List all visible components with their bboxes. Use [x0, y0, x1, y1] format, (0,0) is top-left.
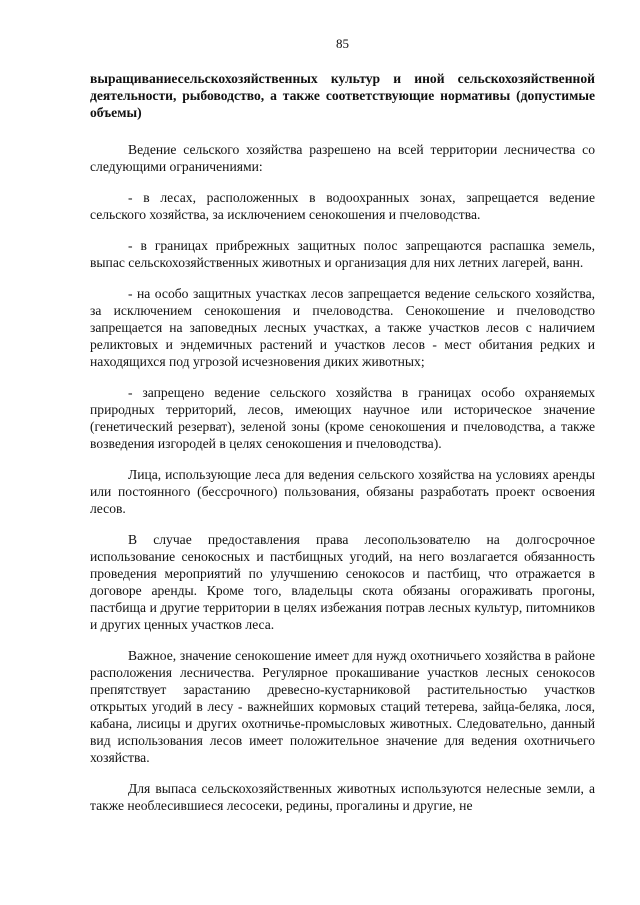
paragraph-grazing: Для выпаса сельскохозяйственных животных используются нелесные земли, а также необлесившиеся лесосеки, редины, прогалины и другие, не: [90, 781, 595, 813]
page-number: 85: [336, 36, 349, 51]
paragraph-protected-territories: - запрещено ведение сельского хозяйства в границах особо охраняемых природных территорий, лесов, имеющих научное или историческое значение (генетический резерват), зеленой зоны (кроме сенокошения и пчеловодства, а также возведения изгородей в целях сенокошения и пчеловодства).: [90, 385, 595, 451]
paragraph-coastal-strips: - в границах прибрежных защитных полос запрещаются распашка земель, выпас сельскохозяйственных животных и организация для них летних лагерей, ванн.: [90, 238, 595, 270]
section-heading: выращиваниесельскохозяйственных культур и иной сельскохозяйственной деятельности, рыбоводство, а также соответствующие нормативы (допустимые объемы): [90, 71, 595, 120]
paragraph-water-protection-zones: - в лесах, расположенных в водоохранных зонах, запрещается ведение сельского хозяйства, за исключением сенокошения и пчеловодства.: [90, 190, 595, 222]
paragraph-intro: Ведение сельского хозяйства разрешено на всей территории лесничества со следующими ограничениями:: [90, 142, 595, 174]
paragraph-long-term-use: В случае предоставления права лесопользователю на долгосрочное использование сенокосных и пастбищных угодий, на него возлагается обязанность проведения мероприятий по улучшению сенокосов и пастбищ, что отражается в договоре аренды. Кроме того, владельцы скота обязаны огораживать прогоны, пастбища и другие территории в целях избежания потрав лесных культур, питомников и других ценных участков леса.: [90, 532, 595, 632]
paragraph-hunting-importance: Важное, значение сенокошение имеет для нужд охотничьего хозяйства в районе расположения лесничества. Регулярное прокашивание участков лесных сенокосов препятствует зарастанию древесно-кустарниковой растительностью участков открытых угодий в лесу - важнейших кормовых стаций тетерева, зайца-беляка, лося, кабана, лисицы и других охотничье-промысловых животных. Следовательно, данный вид использования лесов имеет положительное значение для ведения охотничьего хозяйства.: [90, 648, 595, 765]
document-page: [90, 36, 595, 828]
paragraph-protective-areas: - на особо защитных участках лесов запрещается ведение сельского хозяйства, за исключением сенокошения и пчеловодства. Сенокошение и пчеловодство запрещается на заповедных лесных участках, а также участков лесов с наличием реликтовых и эндемичных растений и участков лесов - мест обитания редких и находящихся под угрозой исчезновения диких животных;: [90, 286, 595, 369]
paragraph-forest-users: Лица, использующие леса для ведения сельского хозяйства на условиях аренды или постоянного (бессрочного) пользования, обязаны разработать проект освоения лесов.: [90, 467, 595, 516]
